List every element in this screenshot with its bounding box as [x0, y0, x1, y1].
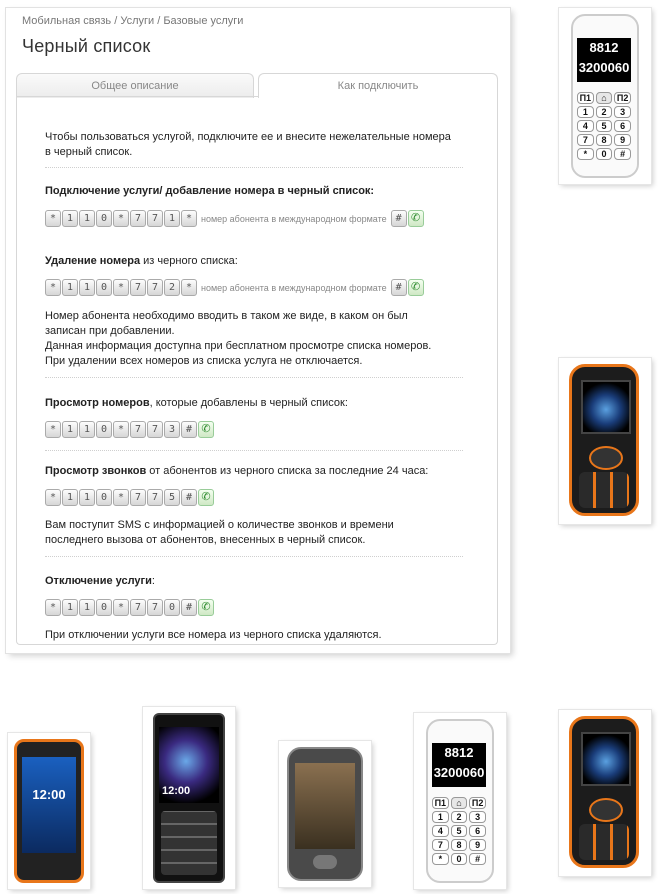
phone-image-touch-rugged[interactable] — [8, 733, 90, 889]
divider — [45, 167, 463, 168]
key[interactable]: 7 — [147, 279, 163, 296]
section-view-numbers-title: Просмотр номеров, которые добавлены в черный список: — [45, 397, 348, 409]
phone-image-rugged[interactable] — [559, 358, 651, 524]
phone-screen — [581, 380, 631, 434]
key[interactable]: 7 — [130, 489, 146, 506]
key[interactable]: 0 — [96, 489, 112, 506]
phone-call-icon[interactable]: ✆ — [408, 210, 424, 227]
section-connect-title: Подключение услуги/ добавление номера в черный список: — [45, 185, 375, 197]
breadcrumb-mobile[interactable]: Мобильная связь — [22, 15, 112, 27]
key[interactable]: * — [113, 599, 129, 616]
key[interactable]: 7 — [130, 279, 146, 296]
section-disable-title: Отключение услуги: — [45, 575, 155, 587]
phone-call-icon[interactable]: ✆ — [198, 489, 214, 506]
key[interactable]: 7 — [147, 599, 163, 616]
key[interactable]: * — [113, 489, 129, 506]
key-hash[interactable]: # — [391, 210, 407, 227]
phone-keypad — [579, 472, 629, 508]
key[interactable]: * — [113, 210, 129, 227]
key[interactable]: 1 — [62, 599, 78, 616]
intro-text: Чтобы пользоваться услугой, подключите ее и внесите нежелательные номера в черный список. — [45, 131, 451, 158]
key[interactable]: 0 — [96, 210, 112, 227]
phone-keypad: П1 ⌂ П2 1 2 3 4 5 6 7 8 9 * 0 # — [432, 797, 486, 865]
phone-screen: 8812 3200060 — [577, 38, 631, 82]
key[interactable]: * — [113, 421, 129, 438]
key[interactable]: 1 — [62, 489, 78, 506]
number-hint: номер абонента в международном формате — [201, 213, 387, 224]
tab-divider — [16, 96, 258, 97]
key[interactable]: 7 — [130, 421, 146, 438]
key-hash[interactable]: # — [391, 279, 407, 296]
phone-screen — [295, 763, 355, 849]
phone-screen: 12:00 — [22, 757, 76, 853]
key[interactable]: 2 — [164, 279, 180, 296]
tab-panel — [16, 96, 498, 645]
divider — [45, 556, 463, 557]
phone-call-icon[interactable]: ✆ — [198, 421, 214, 438]
key[interactable]: * — [181, 279, 197, 296]
breadcrumb-basic[interactable]: Базовые услуги — [163, 15, 244, 27]
ussd-disable — [45, 599, 214, 616]
section-view-calls-title: Просмотр звонков от абонентов из черного списка за последние 24 часа: — [45, 465, 429, 477]
key[interactable]: 1 — [164, 210, 180, 227]
key[interactable]: * — [45, 279, 61, 296]
phone-home-key — [313, 855, 337, 869]
key[interactable]: 7 — [130, 599, 146, 616]
breadcrumb: Мобильная связь / Услуги / Базовые услуги — [22, 15, 244, 27]
key[interactable]: # — [181, 599, 197, 616]
disable-note: При отключении услуги все номера из черного списка удаляются. — [45, 629, 382, 641]
phone-screen: 8812 3200060 — [432, 743, 486, 787]
key[interactable]: * — [113, 279, 129, 296]
key[interactable]: 1 — [79, 489, 95, 506]
number-hint: номер абонента в международном формате — [201, 282, 387, 293]
tab-how-to-connect[interactable]: Как подключить — [258, 73, 498, 98]
phone-image-bigbutton[interactable] — [559, 8, 651, 184]
delete-note: Номер абонента необходимо вводить в таком же виде, в каком он был записан при добавлении. Данная информация доступна при бесплатном просмотре списка номеров. При удалении всех номеров из списка услуга не отключается. — [45, 310, 432, 367]
phone-keypad: П1 ⌂ П2 1 2 3 4 5 6 7 8 9 * 0 # — [577, 92, 631, 160]
divider — [45, 450, 463, 451]
phone-image-rugged-2[interactable] — [559, 710, 651, 876]
phone-screen: 12:00 — [159, 727, 219, 803]
key[interactable]: 7 — [147, 489, 163, 506]
key[interactable]: 1 — [79, 599, 95, 616]
phone-image-bigbutton-2[interactable] — [414, 713, 506, 889]
phone-keypad — [579, 824, 629, 860]
breadcrumb-services[interactable]: Услуги — [120, 15, 155, 27]
key[interactable]: 7 — [130, 210, 146, 227]
key[interactable]: * — [45, 599, 61, 616]
key[interactable]: 1 — [62, 210, 78, 227]
key[interactable]: 3 — [164, 421, 180, 438]
key[interactable]: 0 — [96, 599, 112, 616]
phone-screen — [581, 732, 631, 786]
ussd-view-calls — [45, 489, 214, 506]
phone-image-touch[interactable] — [279, 741, 371, 887]
key[interactable]: * — [45, 421, 61, 438]
phone-nav-key — [589, 446, 623, 470]
phone-image-slider[interactable] — [143, 707, 235, 889]
ussd-view-numbers — [45, 421, 214, 438]
phone-keypad — [161, 811, 217, 875]
key[interactable]: 1 — [62, 279, 78, 296]
key[interactable]: # — [181, 421, 197, 438]
key[interactable]: * — [45, 210, 61, 227]
phone-nav-key — [589, 798, 623, 822]
key[interactable]: 0 — [96, 421, 112, 438]
divider — [45, 377, 463, 378]
key[interactable]: * — [181, 210, 197, 227]
key[interactable]: 1 — [79, 210, 95, 227]
key[interactable]: * — [45, 489, 61, 506]
ussd-delete — [45, 279, 424, 296]
key[interactable]: 1 — [79, 421, 95, 438]
key[interactable]: # — [181, 489, 197, 506]
phone-call-icon[interactable]: ✆ — [198, 599, 214, 616]
section-delete-title: Удаление номера из черного списка: — [45, 255, 238, 267]
calls-note: Вам поступит SMS с информацией о количестве звонков и времени последнего вызова от абонентов, внесенных в черный список. — [45, 519, 394, 546]
tab-general[interactable]: Общее описание — [16, 73, 254, 98]
key[interactable]: 7 — [147, 210, 163, 227]
key[interactable]: 1 — [62, 421, 78, 438]
ussd-connect — [45, 210, 424, 227]
key[interactable]: 0 — [164, 599, 180, 616]
page-title: Черный список — [22, 36, 151, 56]
key[interactable]: 7 — [147, 421, 163, 438]
key[interactable]: 1 — [79, 279, 95, 296]
key[interactable]: 5 — [164, 489, 180, 506]
key[interactable]: 0 — [96, 279, 112, 296]
phone-call-icon[interactable]: ✆ — [408, 279, 424, 296]
